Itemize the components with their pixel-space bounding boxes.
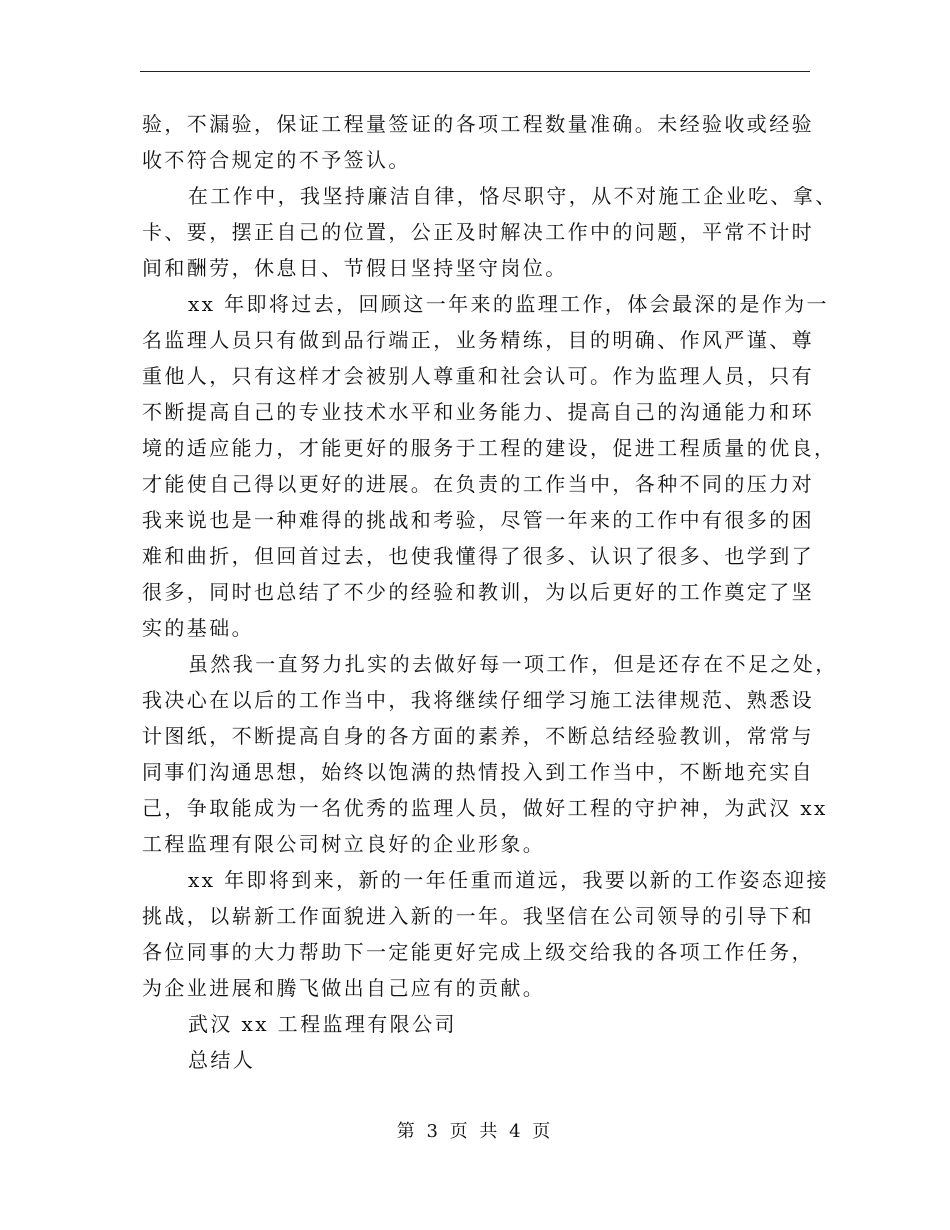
text-line: 实的基础。 [142, 616, 254, 640]
document-body [142, 106, 838, 1078]
text-line: xx 年即将到来，新的一年任重而道远，我要以新的工作姿态迎接 [188, 868, 829, 892]
text-line: 工程监理有限公司树立良好的企业形象。 [142, 832, 546, 856]
text-line: 境的适应能力，才能更好的服务于工程的建设，促进工程质量的优良， [142, 436, 837, 460]
text-line: 挑战，以崭新工作面貌进入新的一年。我坚信在公司领导的引导下和 [142, 904, 814, 928]
header-divider [140, 71, 810, 72]
text-line: 计图纸，不断提高自身的各方面的素养，不断总结经验教训，常常与 [142, 724, 814, 748]
text-line: 名监理人员只有做到品行端正，业务精练，目的明确、作风严谨、尊 [142, 328, 814, 352]
text-line: 难和曲折，但回首过去，也使我懂得了很多、认识了很多、也学到了 [142, 544, 814, 568]
text-line: 我决心在以后的工作当中，我将继续仔细学习施工法律规范、熟悉设 [142, 688, 814, 712]
text-line: 在工作中，我坚持廉洁自律，恪尽职守，从不对施工企业吃、拿、 [188, 184, 838, 208]
text-line: 重他人，只有这样才会被别人尊重和社会认可。作为监理人员，只有 [142, 364, 814, 388]
text-line: 很多，同时也总结了不少的经验和教训，为以后更好的工作奠定了坚 [142, 580, 814, 604]
text-line: 武汉 xx 工程监理有限公司 [188, 1012, 457, 1036]
text-line: 我来说也是一种难得的挑战和考验，尽管一年来的工作中有很多的困 [142, 508, 814, 532]
text-line: 各位同事的大力帮助下一定能更好完成上级交给我的各项工作任务， [142, 940, 814, 964]
text-line: 虽然我一直努力扎实的去做好每一项工作，但是还存在不足之处， [188, 652, 838, 676]
page-number: 第 3 页 共 4 页 [396, 1121, 554, 1142]
text-line: 才能使自己得以更好的进展。在负责的工作当中，各种不同的压力对 [142, 472, 814, 496]
text-line: 己，争取能成为一名优秀的监理人员，做好工程的守护神，为武汉 xx [142, 796, 828, 820]
text-line: 收不符合规定的不予签认。 [142, 148, 411, 172]
text-line: 同事们沟通思想，始终以饱满的热情投入到工作当中，不断地充实自 [142, 760, 814, 784]
text-line: 不断提高自己的专业技术水平和业务能力、提高自己的沟通能力和环 [142, 400, 814, 424]
text-line: 为企业进展和腾飞做出自己应有的贡献。 [142, 976, 546, 1000]
text-line: 间和酬劳，休息日、节假日坚持坚守岗位。 [142, 256, 568, 280]
text-line: xx 年即将过去，回顾这一年来的监理工作，体会最深的是作为一 [188, 292, 829, 316]
text-line: 验，不漏验，保证工程量签证的各项工程数量准确。未经验收或经验 [142, 112, 814, 136]
text-line: 卡、要，摆正自己的位置，公正及时解决工作中的问题，平常不计时 [142, 220, 814, 244]
text-line: 总结人 [188, 1048, 256, 1072]
